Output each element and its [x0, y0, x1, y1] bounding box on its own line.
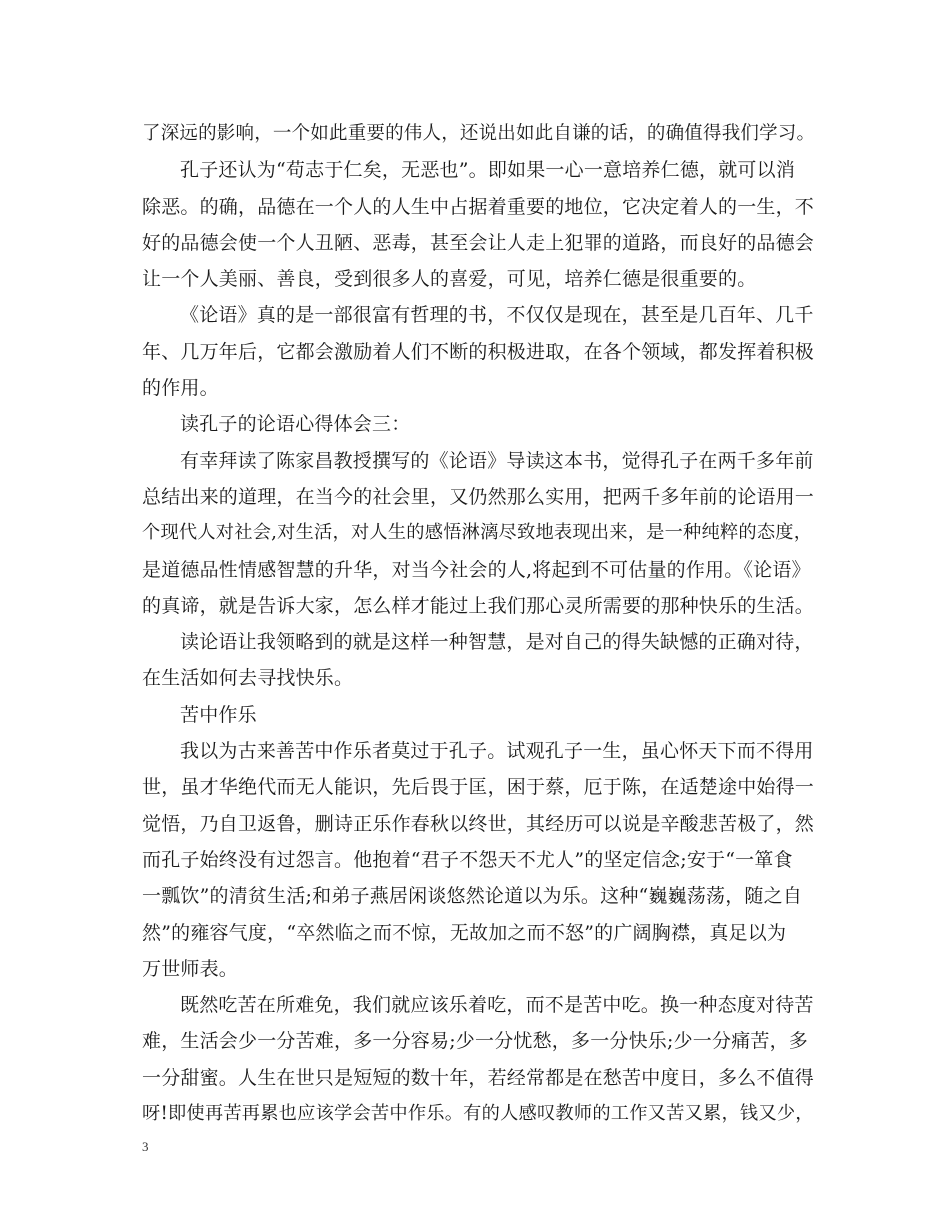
text-line: 在生活如何去寻找快乐。 — [142, 667, 354, 690]
text-line: 一瓢饮”的清贫生活;和弟子燕居闲谈悠然论道以为乐。这种“巍巍荡荡，随之自 — [142, 885, 803, 908]
text-line: 而孔子始终没有过怨言。他抱着“君子不怨天不尤人”的坚定信念;安于“一箪食 — [142, 848, 793, 871]
text-line: 呀!即使再苦再累也应该学会苦中作乐。有的人感叹教师的工作又苦又累，钱又少， — [142, 1103, 814, 1125]
text-line: 除恶。的确，品德在一个人的人生中占据着重要的地位，它决定着人的一生，不 — [142, 195, 815, 218]
text-line: 我以为古来善苦中作乐者莫过于孔子。试观孔子一生，虽心怀天下而不得用 — [180, 740, 814, 763]
section-heading: 读孔子的论语心得体会三： — [180, 413, 411, 436]
text-line: 的真谛，就是告诉大家，怎么样才能过上我们那心灵所需要的那种快乐的生活。 — [142, 594, 815, 617]
text-line: 读论语让我领略到的就是这样一种智慧，是对自己的得失缺憾的正确对待， — [180, 631, 814, 654]
text-line: 的作用。 — [142, 377, 219, 400]
text-line: 难，生活会少一分苦难，多一分容易;少一分忧愁，多一分快乐;少一分痛苦，多 — [142, 1030, 809, 1053]
text-line: 个现代人对社会,对生活，对人生的感悟淋漓尽致地表现出来，是一种纯粹的态度， — [142, 522, 813, 544]
text-line: 世，虽才华绝代而无人能识，先后畏于匡，困于蔡，厄于陈，在适楚途中始得一 — [142, 776, 815, 799]
section-heading: 苦中作乐 — [180, 703, 257, 726]
text-line: 有幸拜读了陈家昌教授撰写的《论语》导读这本书，觉得孔子在两千多年前 — [180, 449, 814, 472]
text-line: 好的品德会使一个人丑陋、恶毒，甚至会让人走上犯罪的道路，而良好的品德会 — [142, 231, 815, 254]
text-line: 年、几万年后，它都会激励着人们不断的积极进取，在各个领域，都发挥着积极 — [142, 340, 815, 363]
text-line: 了深远的影响，一个如此重要的伟人，还说出如此自谦的话，的确值得我们学习。 — [142, 123, 816, 144]
body-text — [142, 116, 818, 1132]
text-line: 让一个人美丽、善良，受到很多人的喜爱，可见，培养仁德是很重要的。 — [142, 268, 757, 291]
text-line: 是道德品性情感智慧的升华，对当今社会的人,将起到不可估量的作用。《论语》 — [142, 558, 811, 581]
text-line: 万世师表。 — [142, 957, 239, 980]
text-line: 然”的雍容气度，“卒然临之而不惊，无故加之而不怒”的广阔胸襟，真足以为 — [142, 921, 787, 944]
text-line: 一分甜蜜。人生在世只是短短的数十年，若经常都是在愁苦中度日，多么不值得 — [142, 1066, 815, 1089]
page-number: 3 — [142, 1139, 149, 1154]
text-line: 既然吃苦在所难免，我们就应该乐着吃，而不是苦中吃。换一种态度对待苦 — [180, 994, 814, 1017]
text-line: 《论语》真的是一部很富有哲理的书，不仅仅是现在，甚至是几百年、几千 — [180, 304, 814, 327]
text-line: 总结出来的道理，在当今的社会里，又仍然那么实用，把两千多年前的论语用一 — [142, 485, 815, 508]
text-line: 觉悟，乃自卫返鲁，删诗正乐作春秋以终世，其经历可以说是辛酸悲苦极了，然 — [142, 812, 815, 835]
text-line: 孔子还认为“苟志于仁矣，无恶也”。即如果一心一意培养仁德，就可以消 — [180, 159, 796, 182]
